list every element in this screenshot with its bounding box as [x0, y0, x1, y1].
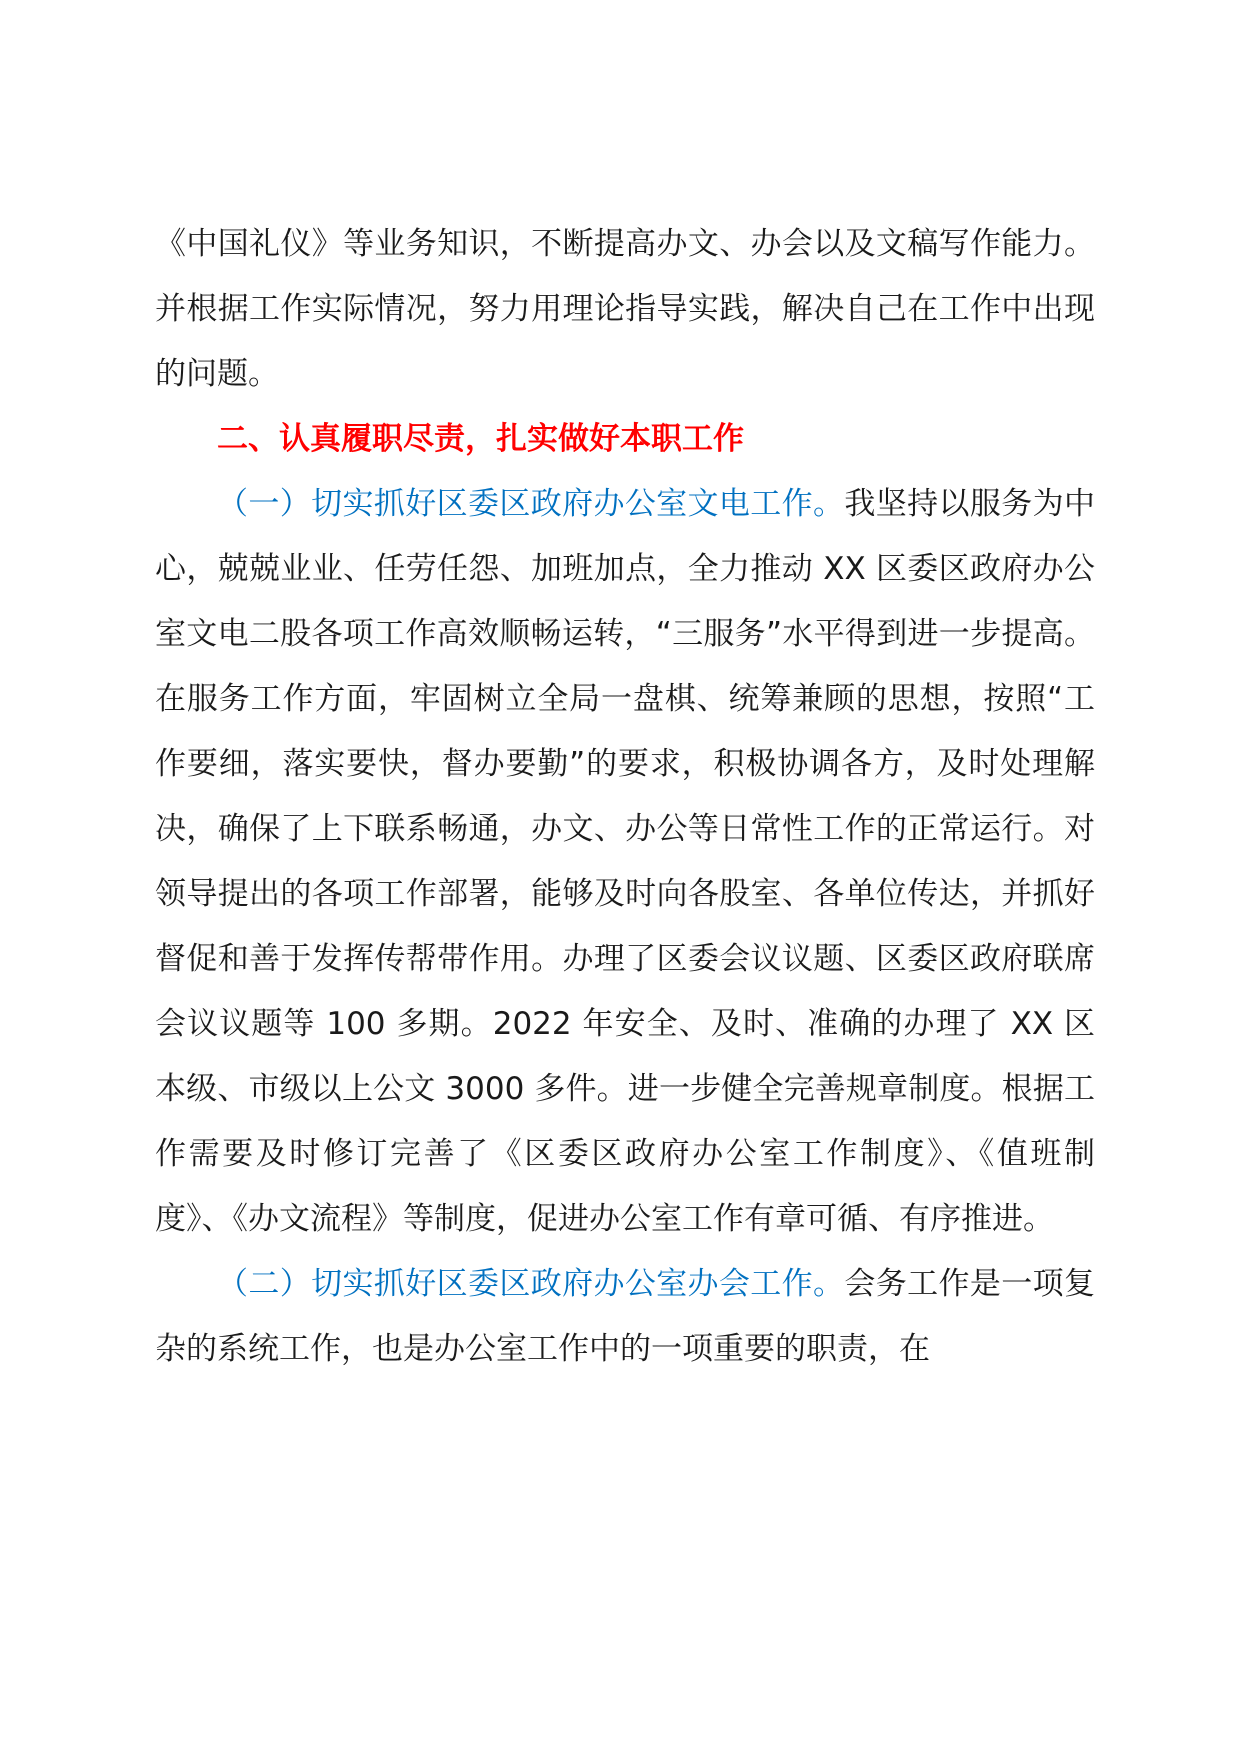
- subsection-heading-1: （一）切实抓好区委区政府办公室文电工作。: [217, 486, 845, 522]
- subsection-paragraph-1: [155, 472, 1095, 1252]
- subsection-body-2: 会务工作是一项复杂的系统工作，也是办公室工作中的一项重要的职责，在: [155, 1266, 1095, 1367]
- subsection-body-1: 我坚持以服务为中心，兢兢业业、任劳任怨、加班加点，全力推动 XX 区委区政府办公室文电二股各项工作高效顺畅运转，“三服务”水平得到进一步提高。在服务工作方面，牢固树立全局一盘棋、统筹兼顾的思想，按照“工作要细，落实要快，督办要勤”的要求，积极协调各方，及时处理解决，确保了上下联系畅通，办文、办公等日常性工作的正常运行。对领导提出的各项工作部署，能够及时向各股室、各单位传达，并抓好督促和善于发挥传帮带作用。办理了区委会议议题、区委区政府联席会议议题等 100 多期。2022 年安全、及时、准确的办理了 XX 区本级、市级以上公文 3000 多件。进一步健全完善规章制度。根据工作需要及时修订完善了《区委区政府办公室工作制度》、《值班制度》、《办文流程》等制度，促进办公室工作有章可循、有序推进。: [155, 486, 1095, 1237]
- body-paragraph-continuation: 《中国礼仪》等业务知识，不断提高办文、办会以及文稿写作能力。并根据工作实际情况，努力用理论指导实践，解决自己在工作中出现的问题。: [155, 226, 1095, 392]
- section-heading-2: 二、认真履职尽责，扎实做好本职工作: [217, 421, 744, 457]
- subsection-heading-2: （二）切实抓好区委区政府办公室办会工作。: [217, 1266, 845, 1302]
- document-page: [155, 212, 1095, 1382]
- subsection-paragraph-2: [155, 1252, 1095, 1382]
